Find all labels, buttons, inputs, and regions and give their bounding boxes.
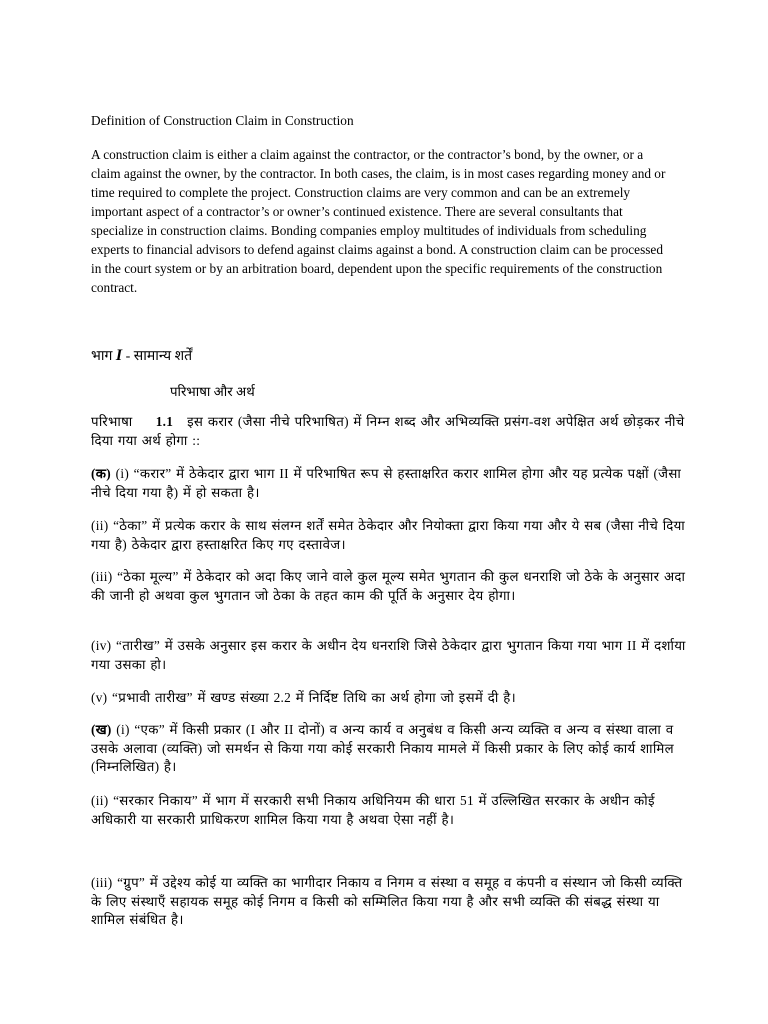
clause-b-ii: (ii) “सरकार निकाय” में भाग में सरकारी सभी निकाय अधिनियम की धारा 51 में उल्लिखित सरकार के अधीन कोई अधिकारी या सरकारी प्राधिकरण शामिल किया गया है अथवा ऐसा नहीं है। (91, 793, 655, 827)
clause-a-iv: (iv) “तारीख” में उसके अनुसार इस करार के अधीन देय धनराशि जिसे ठेकेदार द्वारा भुगतान किया गया भाग II में दर्शाया गया उसका हो। (91, 638, 686, 672)
clause-text: इस करार (जैसा नीचे परिभाषित) में निम्न शब्द और अभिव्यक्ति प्रसंग-वश अपेक्षित अर्थ छोड़कर नीचे दिया गया अर्थ होगा :: (91, 414, 685, 448)
clause-1-1 (91, 413, 691, 450)
part-heading (91, 346, 192, 365)
clause-a-ii: (ii) “ठेका” में प्रत्येक करार के साथ संलग्न शर्तें समेत ठेकेदार और नियोक्ता द्वारा किया गया और ये सब (जैसा नीचे दिया गया है) ठेकेदार द्वारा हस्ताक्षरित किए गए दस्तावेज। (91, 518, 686, 552)
clause-a-i (91, 465, 691, 502)
document-title: Definition of Construction Claim in Construction (91, 113, 354, 128)
section-a-marker: (क) (91, 466, 111, 481)
part-title: - सामान्य शर्तें (125, 349, 193, 364)
part-number: I (115, 347, 123, 364)
clause-b-iii: (iii) “ग्रुप” में उद्देश्य कोई या व्यक्ति का भागीदार निकाय व निगम व संस्था व समूह व कंपनी व संस्थान जो किसी व्यक्ति के लिए संस्थाएँ सहायक समूह कोई निगम व किसी को सम्मिलित किया गया है और सभी व्यक्ति की संबद्ध संस्था या शामिल संबंधित है। (91, 875, 683, 927)
clause-b-i (91, 721, 691, 777)
clause-b-i-text: (i) “एक” में किसी प्रकार (I और II दोनों) व अन्य कार्य व अनुबंध व किसी अन्य व्यक्ति व अन्य व संस्था वाला व उसके अलावा (व्यक्ति) जो समर्थन से किया गया कोई सरकारी निकाय मामले में किसी प्रकार के लिए कोई कार्य शामिल (निम्नलिखित) है। (91, 722, 674, 774)
clause-a-iii: (iii) “ठेका मूल्य” में ठेकेदार को अदा किए जाने वाले कुल मूल्य समेत भुगतान की कुल धनराशि जो ठेके के अनुसार अदा की जानी हो अथवा कुल भुगतान जो ठेका के तहत काम की पूर्ति के अनुसार देय होगा। (91, 569, 686, 603)
section-b-marker: (ख) (91, 722, 112, 737)
intro-paragraph: A construction claim is either a claim against the contractor, or the contractor’s bond, by the owner, or a claim against the owner, by the contractor. In both cases, the claim, is in most cases regarding money and or time required to complete the project. Construction claims are very common and can be an extremely important aspect of a contractor’s or owner’s continued existence. There are several consultants that specialize in construction claims. Bonding companies employ multitudes of individuals from scheduling experts to financial advisors to defend against claims against a bond. A construction claim can be processed in the court system or by an arbitration board, dependent upon the specific requirements of the construction contract. (91, 147, 666, 295)
clause-a-i-text: (i) “करार” में ठेकेदार द्वारा भाग II में परिभाषित रूप से हस्ताक्षरित करार शामिल होगा और यह प्रत्येक पक्षों (जैसा नीचे दिया गया है) में हो सकता है। (91, 466, 682, 500)
part-prefix: भाग (91, 349, 113, 364)
clause-number: 1.1 (155, 414, 174, 429)
chapter-heading: परिभाषा और अर्थ (170, 384, 255, 399)
clause-a-v: (v) “प्रभावी तारीख” में खण्ड संख्या 2.2 में निर्दिष्ट तिथि का अर्थ होगा जो इसमें दी है। (91, 690, 516, 705)
clause-label: परिभाषा (91, 414, 133, 429)
